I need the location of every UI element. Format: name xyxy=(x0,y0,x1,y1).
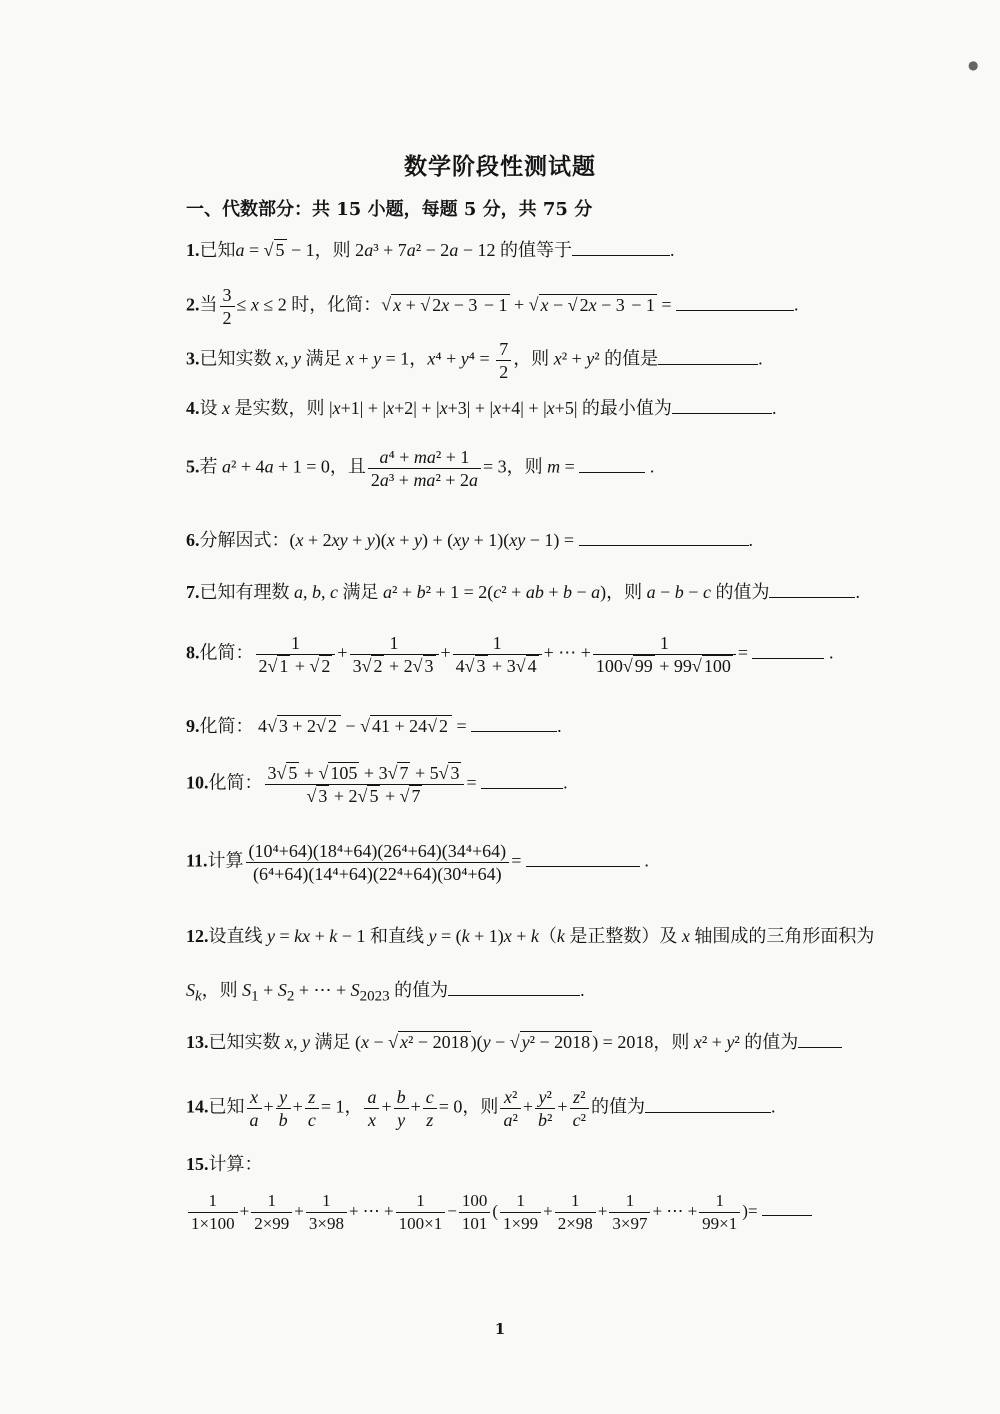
answer-blank[interactable] xyxy=(672,397,772,414)
question-10: 10.化简： $\frac{3√ 5 + √ 105 + 3√ 7 + 5√ 3}{√ 3 + 2√ 5 + √ 7}$ = . xyxy=(186,763,568,806)
question-15: 15.计算： xyxy=(186,1154,263,1174)
question-number: 11. xyxy=(186,850,208,871)
scan-mark: ● xyxy=(968,58,979,72)
question-9: 9.化简： 4√ 3 + 2√ 2 − √ 41 + 24√ 2 = . xyxy=(186,716,562,736)
page-title: 数学阶段性测试题 xyxy=(404,153,596,180)
question-8: 8.化简： $\frac{1}{2√ 1 + √ 2}$ + $\frac{1}{3√ 2 + 2√ 3}$ + $\frac{1}{4√ 3 + 3√ 4}$ + ⋯ + $\frac{1}{100√ 99 + 99√ 100}$ = . xyxy=(186,633,834,676)
question-number: 8. xyxy=(186,642,200,663)
answer-blank[interactable] xyxy=(579,456,645,473)
answer-blank[interactable] xyxy=(645,1096,771,1113)
question-number: 3. xyxy=(186,348,200,369)
question-12-line-2: $S_k$，则 $S_1 + S_2$ + ⋯ + $S_{2023}$ 的值为 . xyxy=(186,980,585,1005)
answer-blank[interactable] xyxy=(752,642,824,659)
question-number: 10. xyxy=(186,772,209,793)
question-number: 4. xyxy=(186,398,200,418)
question-13: 13.已知实数 x, y 满足 (x − √ x² − 2018 )(y − √ y² − 2018 ) = 2018，则 x² + y² 的值为 xyxy=(186,1028,842,1056)
question-1: 1.已知a = √ 5 − 1，则 2a³ + 7a² − 2a − 12 的值等于 . xyxy=(186,240,675,260)
question-11: 11.计算 $\frac{\text{(10⁴+64)(18⁴+64)(26⁴+64)(34⁴+64)}}{\text{(6⁴+64)(14⁴+64)(22⁴+64)(30⁴+64)}}$ = . xyxy=(186,841,649,884)
question-number: 9. xyxy=(186,716,200,736)
question-number: 13. xyxy=(186,1032,209,1052)
question-7: 7.已知有理数 a, b, c 满足 a² + b² + 1 = 2(c² + ab + b − a)，则 a − b − c 的值为 . xyxy=(186,582,860,602)
question-number: 1. xyxy=(186,240,200,260)
answer-blank[interactable] xyxy=(676,294,794,311)
question-number: 14. xyxy=(186,1096,209,1117)
question-number: 12. xyxy=(186,926,209,946)
question-number: 15. xyxy=(186,1154,209,1174)
answer-blank[interactable] xyxy=(481,772,563,789)
question-number: 5. xyxy=(186,456,200,477)
answer-blank[interactable] xyxy=(658,348,758,365)
answer-blank[interactable] xyxy=(526,850,640,867)
question-4: 4.设 x 是实数，则 |x+1| + |x+2| + |x+3| + |x+4| + |x+5| 的最小值为 . xyxy=(186,398,777,418)
question-2: 2.当 $\frac{3}{2}$ ≤ x ≤ 2 时，化简：√ x + √ 2x − 3 − 1 + √ x − √ 2x − 3 − 1 = . xyxy=(186,285,799,328)
answer-blank[interactable] xyxy=(471,715,557,732)
answer-blank[interactable] xyxy=(762,1199,812,1216)
question-number: 6. xyxy=(186,530,200,550)
question-number: 7. xyxy=(186,582,200,602)
answer-blank[interactable] xyxy=(769,581,855,598)
question-15-expression: $\frac{1}{1\times 100}$ + $\frac{1}{2\times 99}$ + $\frac{1}{3\times 98}$ + ⋯ + $\frac{1}{100\times 1}$ − $\frac{100}{101}$ ( $\frac{1}{1\times 99}$ + $\frac{1}{2\times 98}$ + $\frac{1}{3\times 97}$ + ⋯ + $\frac{1}{99\times 1}$ )= xyxy=(186,1190,812,1235)
question-14: 14.已知 $\frac{x}{a}$ + $\frac{y}{b}$ + $\frac{z}{c}$ = 1， $\frac{a}{x}$ + $\frac{b}{y}$ + $\frac{c}{z}$ = 0，则 $\frac{\text{x²}}{\text{a²}}$ + $\frac{\text{y²}}{\text{b²}}$ + $\frac{\text{z²}}{\text{c²}}$ 的值为 . xyxy=(186,1087,776,1130)
answer-blank[interactable] xyxy=(448,979,580,996)
question-6: 6.分解因式：(x + 2xy + y)(x + y) + (xy + 1)(xy − 1) = . xyxy=(186,530,753,550)
question-5: 5.若 a² + 4a + 1 = 0，且 $\frac{\text{a⁴ + ma² + 1}}{\text{2a³ + ma² + 2a}}$ = 3，则 m = . xyxy=(186,447,655,490)
question-number: 2. xyxy=(186,294,200,315)
answer-blank[interactable] xyxy=(798,1031,842,1048)
section-heading: 一、代数部分：共 15 小题，每题 5 分，共 75 分 xyxy=(186,199,593,220)
answer-blank[interactable] xyxy=(579,529,749,546)
question-12: 12.设直线 y = kx + k − 1 和直线 y = (k + 1)x + k（k 是正整数）及 x 轴围成的三角形面积为 xyxy=(186,926,875,946)
answer-blank[interactable] xyxy=(572,239,670,256)
page-number: 1 xyxy=(494,1320,506,1338)
question-3: 3.已知实数 x, y 满足 x + y = 1，x⁴ + y⁴ = $\frac{7}{2}$ ，则 x² + y² 的值是 . xyxy=(186,339,763,382)
